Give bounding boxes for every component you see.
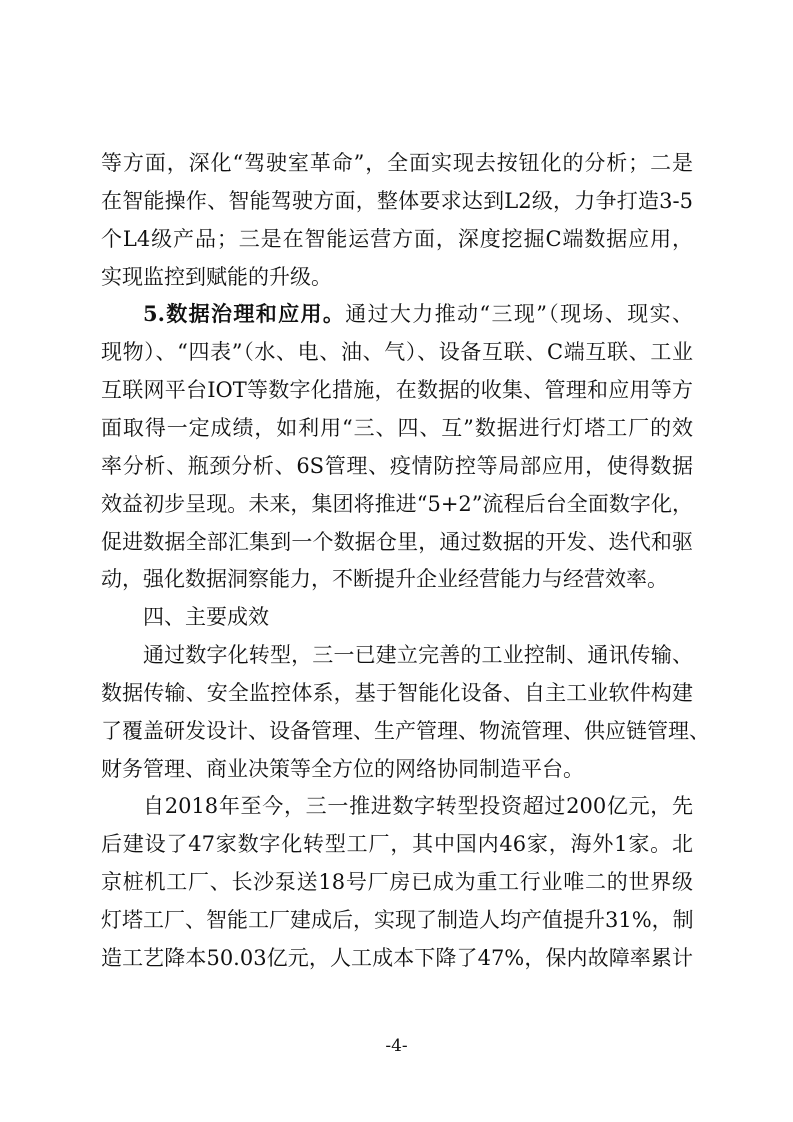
paragraph-line: 灯塔工厂、智能工厂建成后，实现了制造人均产值提升31%，制 [101,908,694,932]
paragraph-line: 通过数字化转型，三一已建立完善的工业控制、通讯传输、 [143,643,693,667]
paragraph-line: 财务管理、商业决策等全方位的网络协同制造平台。 [101,757,584,781]
paragraph-line: 互联网平台IOT等数字化措施，在数据的收集、管理和应用等方 [101,378,693,402]
paragraph-line: 数据传输、安全监控体系，基于智能化设备、自主工业软件构建 [101,681,693,705]
paragraph-line: 动，强化数据洞察能力，不断提升企业经营能力与经营效率。 [101,567,668,591]
section-5-title: 5.数据治理和应用。 [143,301,346,326]
paragraph-line: 自2018年至今，三一推进数字转型投资超过200亿元，先 [143,794,693,818]
paragraph-line: 面取得一定成绩，如利用“三、四、互”数据进行灯塔工厂的效 [101,416,693,440]
paragraph-line: 京桩机工厂、长沙泵送18号厂房已成为重工行业唯二的世界级 [101,870,693,894]
section-5-first-line [143,302,693,326]
paragraph-line: 在智能操作、智能驾驶方面，整体要求达到L2级，力争打造3-5 [101,189,693,213]
paragraph-line: 造工艺降本50.03亿元，人工成本下降了47%，保内故障率累计 [101,946,693,970]
paragraph-line: 后建设了47家数字化转型工厂，其中国内46家，海外1家。北 [101,832,693,856]
paragraph-line: 效益初步呈现。未来，集团将推进“5+2”流程后台全面数字化， [101,492,693,516]
section-heading: 四、主要成效 [143,605,269,629]
paragraph-line: 个L4级产品；三是在智能运营方面，深度挖掘C端数据应用， [101,227,693,251]
paragraph-line: 现物）、“四表”（水、电、油、气）、设备互联、C端互联、工业 [101,340,693,364]
section-5-text: 通过大力推动“三现”（现场、现实、 [345,302,693,326]
paragraph-line: 率分析、瓶颈分析、6S管理、疫情防控等局部应用，使得数据 [101,454,693,478]
page-number: -4- [385,1036,408,1056]
paragraph-line: 了覆盖研发设计、设备管理、生产管理、物流管理、供应链管理、 [101,719,710,743]
paragraph-line: 等方面，深化“驾驶室革命”，全面实现去按钮化的分析；二是 [101,151,693,175]
paragraph-line: 促进数据全部汇集到一个数据仓里，通过数据的开发、迭代和驱 [101,530,693,554]
paragraph-line: 实现监控到赋能的升级。 [101,265,332,289]
